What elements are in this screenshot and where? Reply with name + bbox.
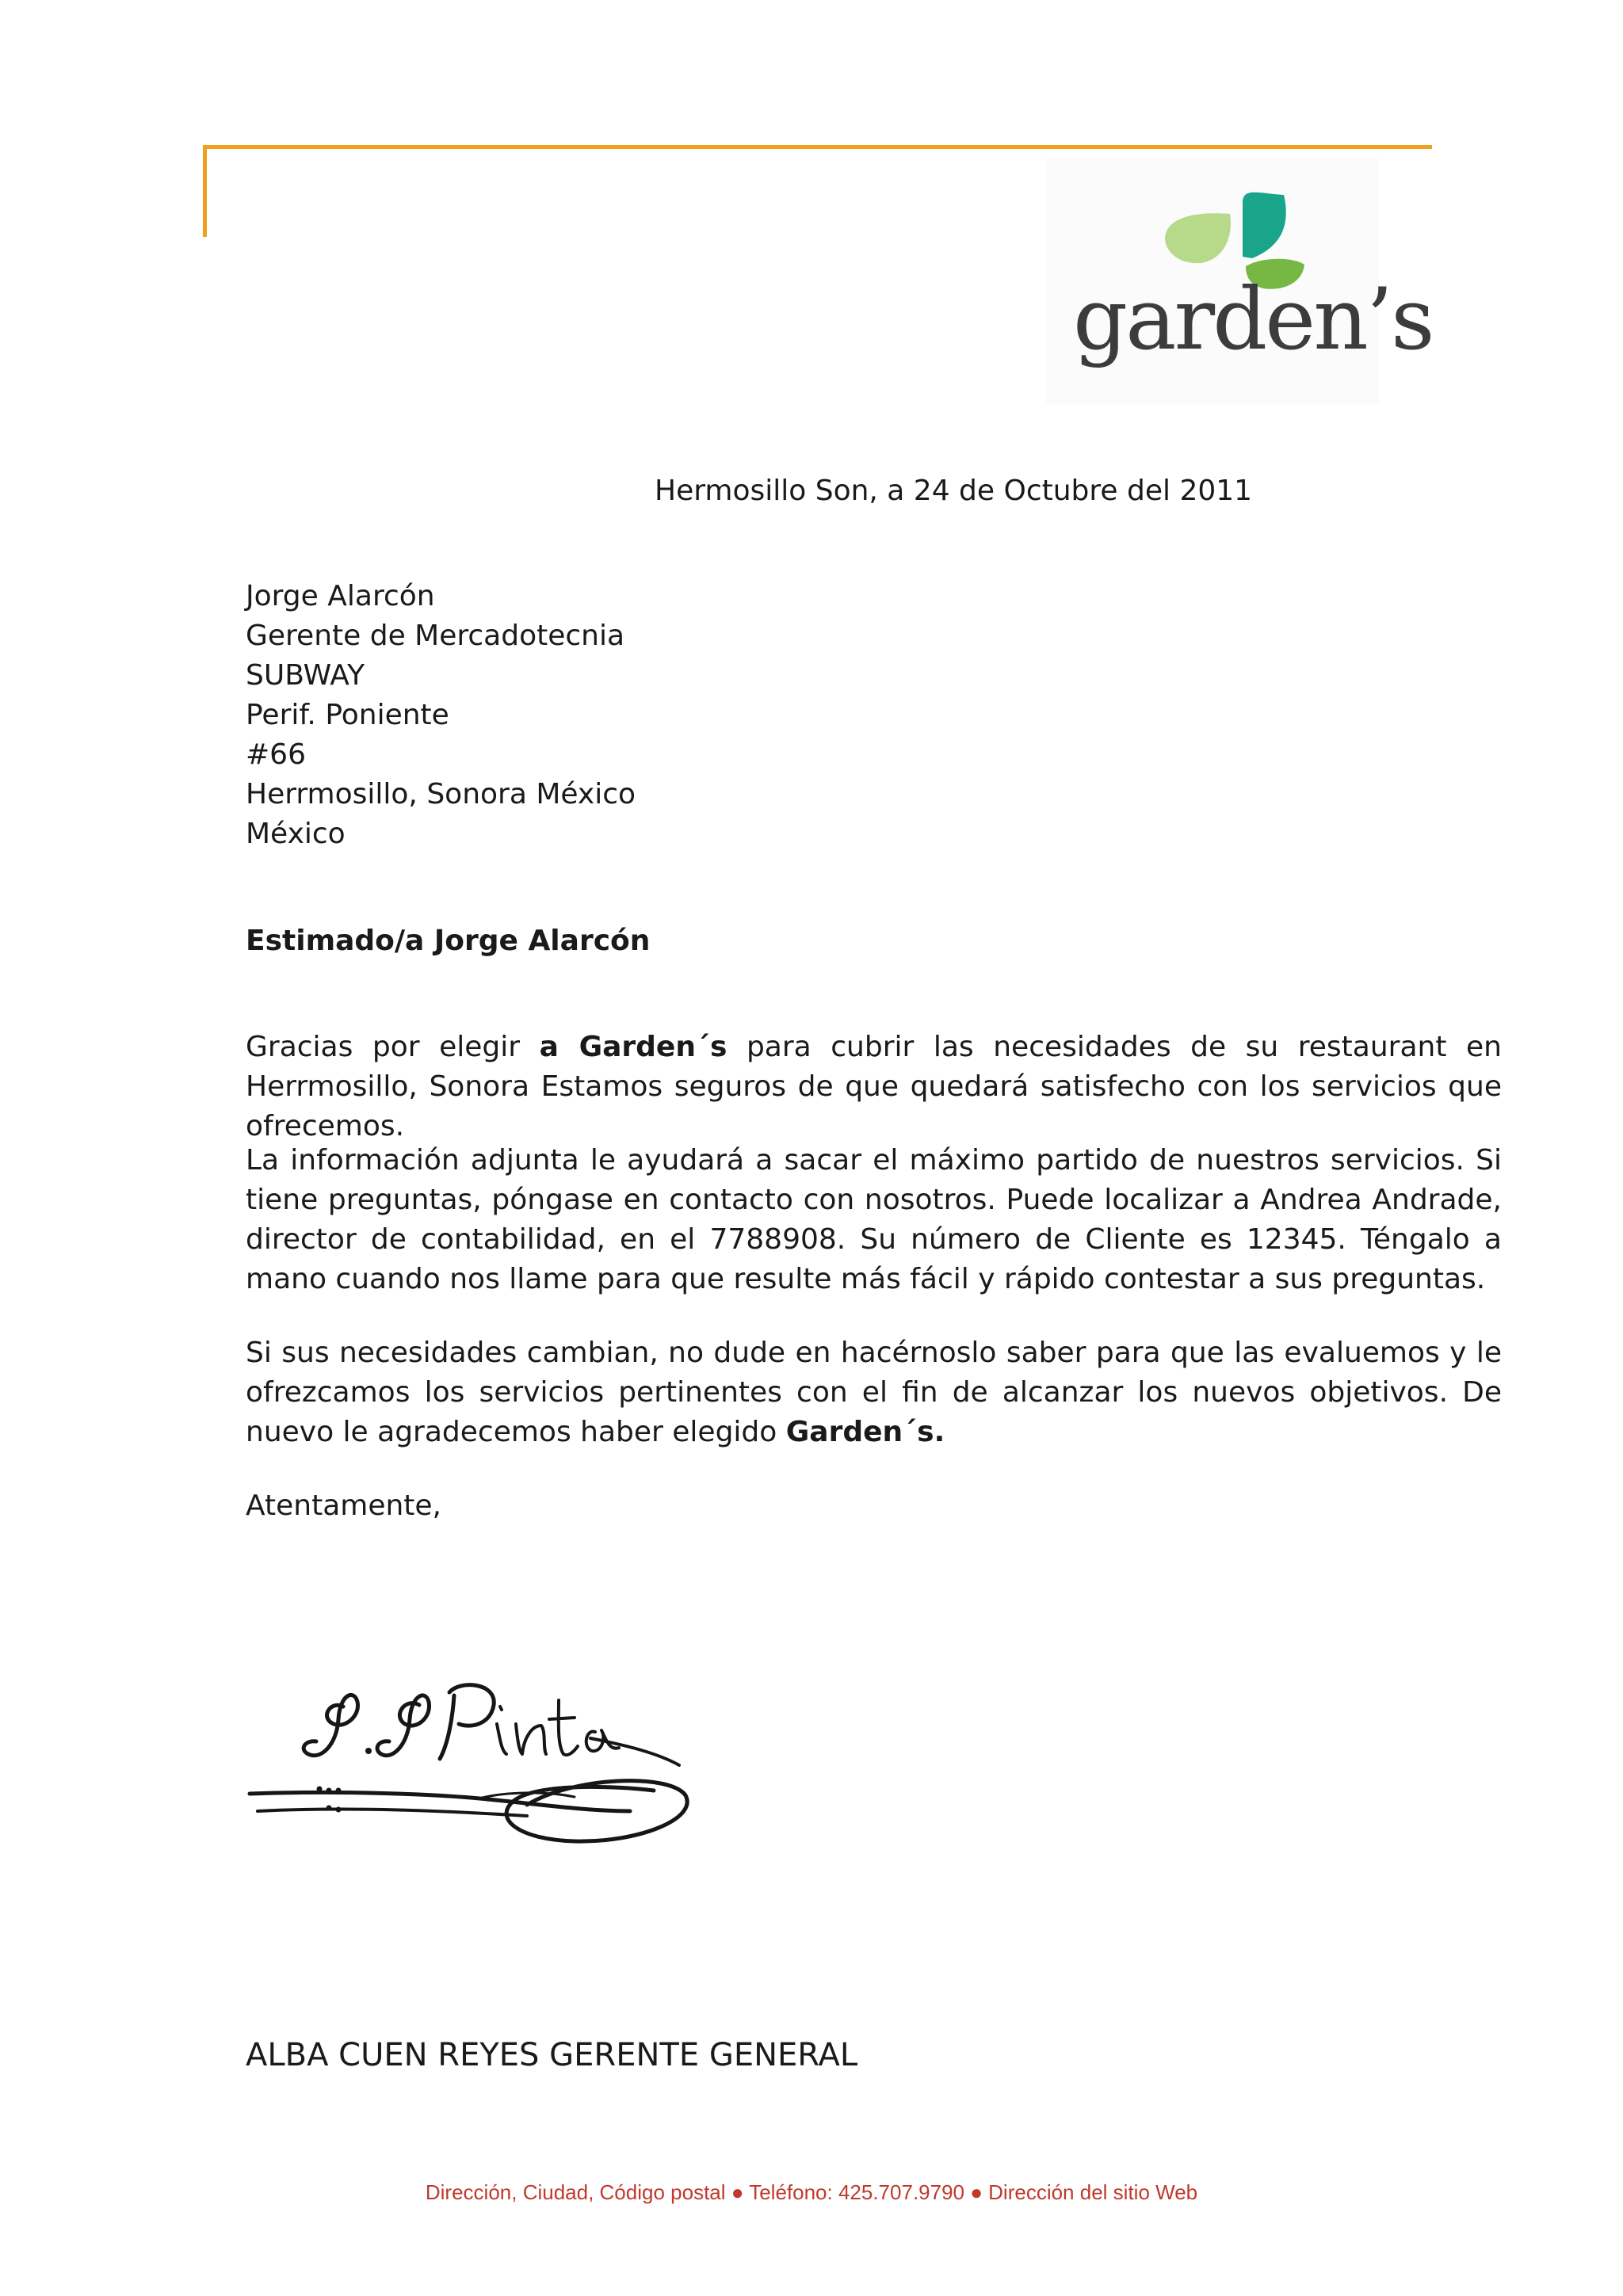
handwritten-signature — [242, 1672, 733, 1905]
header-frame-left-line — [203, 145, 207, 237]
logo-wordmark: garden’s — [1073, 270, 1433, 369]
paragraph-1 — [246, 1028, 1502, 1146]
paragraph-2: La información adjunta le ayudará a sacar el máximo partido de nuestros servicios. Si tiene preguntas, póngase en contacto con nosotros. Puede localizar a Andrea Andrade, director de contabilidad, en el 7788908. Su número de Cliente es 12345. Téngalo a mano cuando nos llame para que resulte más fácil y rápido contestar a sus preguntas. — [246, 1144, 1502, 1295]
recipient-street: Perif. Poniente — [246, 699, 449, 731]
recipient-city: Herrmosillo, Sonora México — [246, 778, 636, 810]
recipient-country: México — [246, 818, 346, 850]
recipient-company: SUBWAY — [246, 659, 365, 692]
paragraph-1-end: para cubrir las necesidades de su restaurant en Herrmosillo, Sonora Estamos seguros de que quedará satisfecho con los servicios que ofrecemos. — [246, 1031, 1502, 1142]
recipient-title: Gerente de Mercadotecnia — [246, 620, 625, 652]
logo-leaf-teal — [1243, 193, 1286, 258]
recipient-number: #66 — [246, 738, 306, 771]
footer-contact-line: Dirección, Ciudad, Código postal ● Teléfono: 425.707.9790 ● Dirección del sitio Web — [425, 2180, 1198, 2204]
letter-date: Hermosillo Son, a 24 de Octubre del 2011 — [655, 475, 1253, 507]
paragraph-1-bold: a Garden´s — [539, 1031, 727, 1063]
recipient-name: Jorge Alarcón — [246, 580, 435, 612]
signature-icon — [242, 1672, 733, 1901]
recipient-address-block — [246, 577, 636, 854]
paragraph-3 — [246, 1333, 1502, 1452]
header-frame-top-line — [203, 145, 1432, 149]
paragraph-1-start: Gracias por elegir — [246, 1031, 540, 1063]
logo-leaf-light — [1165, 213, 1231, 263]
signer-name-title: ALBA CUEN REYES GERENTE GENERAL — [246, 2037, 858, 2073]
paragraph-3-bold: Garden´s. — [785, 1416, 945, 1448]
closing: Atentamente, — [246, 1489, 441, 1522]
salutation: Estimado/a Jorge Alarcón — [246, 925, 651, 957]
company-logo — [1046, 158, 1433, 404]
paragraph-3-start: Si sus necesidades cambian, no dude en hacérnoslo saber para que las evaluemos y le ofrezcamos los servicios pertinentes con el fin de alcanzar los nuevos objetivos. De nuevo le agradecemos haber elegido — [246, 1337, 1502, 1448]
